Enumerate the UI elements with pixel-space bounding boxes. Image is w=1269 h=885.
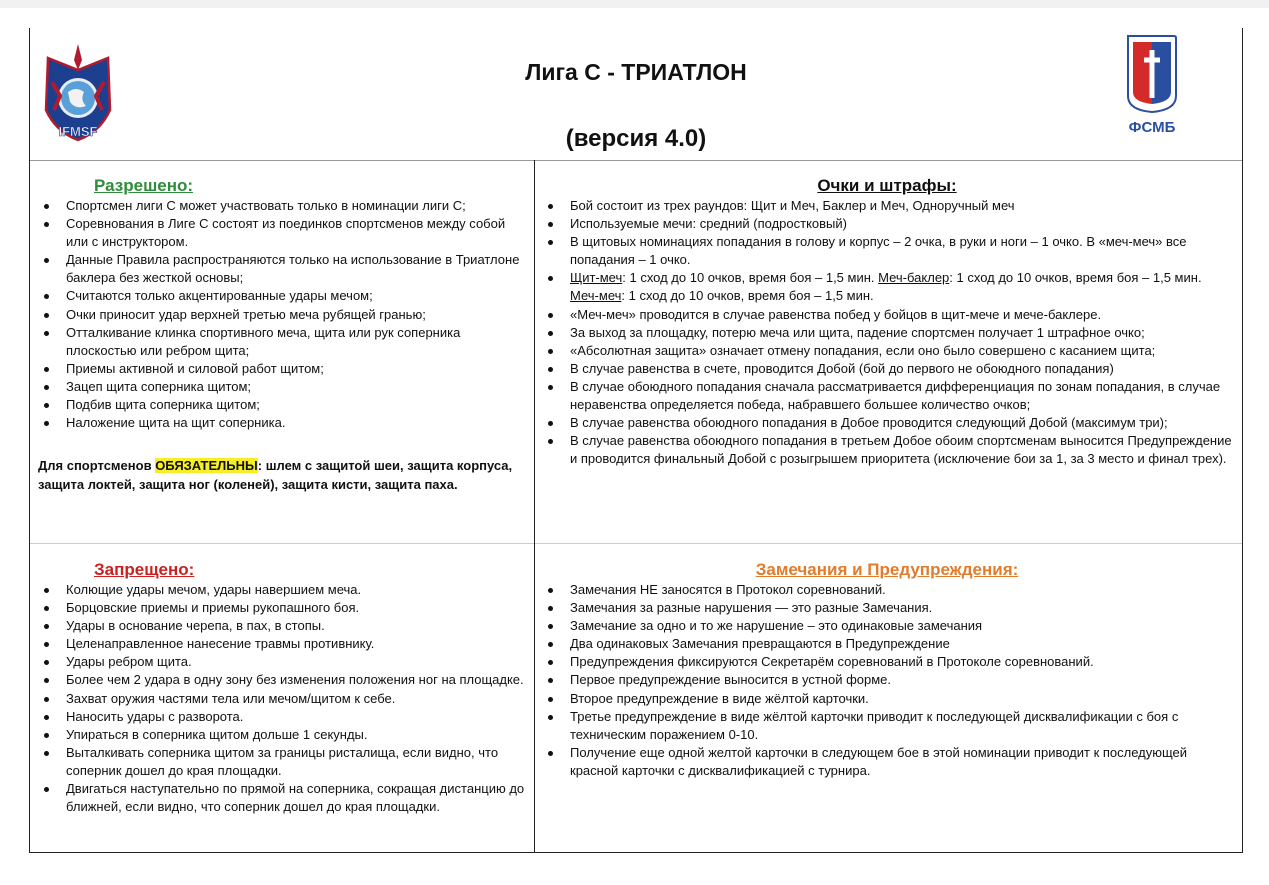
- list-item: Получение еще одной желтой карточки в следующем бое в этой номинации приводит к последующей красной карточки с дисквалификацией с турнира.: [570, 744, 1232, 780]
- list-item: Два одинаковых Замечания превращаются в Предупреждение: [570, 635, 1232, 653]
- list-item: Удары в основание черепа, в пах, в стопы.: [66, 617, 528, 635]
- list-item: В случае равенства обоюдного попадания в Добое проводится следующий Добой (максимум три);: [570, 414, 1232, 432]
- format-buckler-text: : 1 сход до 10 очков, время боя – 1,5 мин.: [949, 270, 1202, 286]
- format-shield-text: : 1 сход до 10 очков, время боя – 1,5 мин.: [622, 270, 879, 286]
- list-item: В случае равенства обоюдного попадания в третьем Добое обоим спортсменам выносится Предупреждение и проводится финальный Добой с розыгрышем приоритета (исключение бои за 1, за 3 место и финал трех).: [570, 432, 1232, 468]
- list-item: Колющие удары мечом, удары навершием меча.: [66, 581, 528, 599]
- mandatory-prefix: Для спортсменов: [38, 458, 156, 474]
- warnings-section: [542, 559, 1232, 780]
- list-item: В случае обоюдного попадания сначала рассматривается дифференциация по зонам попадания, в случае неравенства определяется победа, набравшего большее количество очков;: [570, 378, 1232, 414]
- allowed-heading: Разрешено:: [94, 176, 194, 195]
- format-sword-text: : 1 сход до 10 очков, время боя – 1,5 мин.: [621, 288, 874, 304]
- format-shield-label: Щит-меч: [570, 270, 623, 286]
- allowed-list: [38, 197, 528, 432]
- top-shade: [0, 0, 1269, 8]
- list-item: Замечания НЕ заносятся в Протокол соревнований.: [570, 581, 1232, 599]
- list-item: Борцовские приемы и приемы рукопашного боя.: [66, 599, 528, 617]
- list-item: Бой состоит из трех раундов: Щит и Меч, Баклер и Меч, Одноручный меч: [570, 197, 1232, 215]
- list-item: Более чем 2 удара в одну зону без изменения положения ног на площадке.: [66, 671, 528, 689]
- list-item: В случае равенства в счете, проводится Добой (бой до первого не обоюдного попадания): [570, 360, 1232, 378]
- list-item-format: [570, 269, 1232, 305]
- list-item: Отталкивание клинка спортивного меча, щита или рук соперника плоскостью или ребром щита;: [66, 324, 528, 360]
- page-title: Лига С - ТРИАТЛОН: [525, 59, 747, 85]
- mandatory-suffix: : шлем с защитой шеи, защита корпуса, защита локтей, защита ног (коленей), защита кисти, защита паха.: [38, 458, 513, 492]
- list-item: Спортсмен лиги С может участвовать только в номинации лиги С;: [66, 197, 528, 215]
- list-item: Целенаправленное нанесение травмы противнику.: [66, 635, 528, 653]
- list-item: Второе предупреждение в виде жёлтой карточки.: [570, 690, 1232, 708]
- list-item: Замечания за разные нарушения — это разные Замечания.: [570, 599, 1232, 617]
- list-item: Наложение щита на щит соперника.: [66, 414, 528, 432]
- list-item: Очки приносит удар верхней третью меча рубящей гранью;: [66, 306, 528, 324]
- rules-sheet: [29, 28, 1243, 853]
- list-item: Захват оружия частями тела или мечом/щитом к себе.: [66, 690, 528, 708]
- ifmsf-logo-text: IFMSF: [58, 124, 98, 139]
- list-item: Третье предупреждение в виде жёлтой карточки приводит к последующей дисквалификации с боя с техническим поражением 0-10.: [570, 708, 1232, 744]
- list-item: Зацеп щита соперника щитом;: [66, 378, 528, 396]
- fsmb-logo-text: ФСМБ: [1128, 119, 1176, 136]
- list-item: «Меч-меч» проводится в случае равенства побед у бойцов в щит-мече и мече-баклере.: [570, 306, 1232, 324]
- allowed-section: [38, 175, 528, 494]
- format-sword-label: Меч-меч: [570, 288, 622, 304]
- list-item: Выталкивать соперника щитом за границы ристалища, если видно, что соперник дошел до края площадки.: [66, 744, 528, 780]
- list-item: Упираться в соперника щитом дольше 1 секунды.: [66, 726, 528, 744]
- list-item: Приемы активной и силовой работ щитом;: [66, 360, 528, 378]
- warnings-list: [542, 581, 1232, 780]
- warnings-heading: Замечания и Предупреждения:: [755, 560, 1019, 579]
- forbidden-list: [38, 581, 528, 816]
- list-item: Замечание за одно и то же нарушение – это одинаковые замечания: [570, 617, 1232, 635]
- list-item: Первое предупреждение выносится в устной форме.: [570, 671, 1232, 689]
- list-item: «Абсолютная защита» означает отмену попадания, если оно было совершено с касанием щита;: [570, 342, 1232, 360]
- list-item: Наносить удары с разворота.: [66, 708, 528, 726]
- column-divider: [534, 160, 535, 852]
- list-item: Предупреждения фиксируются Секретарём соревнований в Протоколе соревнований.: [570, 653, 1232, 671]
- middle-divider: [30, 543, 1242, 544]
- mandatory-equipment: [38, 457, 528, 494]
- header-divider: [30, 160, 1242, 161]
- version-label: (версия 4.0): [565, 125, 707, 152]
- points-section: [542, 175, 1232, 468]
- list-item: Соревнования в Лиге С состоят из поединков спортсменов между собой или с инструктором.: [66, 215, 528, 251]
- format-buckler-label: Меч-баклер: [878, 270, 950, 286]
- mandatory-highlight: ОБЯЗАТЕЛЬНЫ: [155, 458, 258, 474]
- list-item: За выход за площадку, потерю меча или щита, падение спортсмен получает 1 штрафное очко;: [570, 324, 1232, 342]
- list-item: Данные Правила распространяются только на использование в Триатлоне баклера без жесткой основы;: [66, 251, 528, 287]
- list-item: Удары ребром щита.: [66, 653, 528, 671]
- forbidden-heading: Запрещено:: [94, 560, 195, 579]
- forbidden-section: [38, 559, 528, 816]
- list-item: Считаются только акцентированные удары мечом;: [66, 287, 528, 305]
- list-item: Подбив щита соперника щитом;: [66, 396, 528, 414]
- points-heading: Очки и штрафы:: [817, 176, 957, 195]
- points-list: [542, 197, 1232, 468]
- fsmb-logo: [1114, 32, 1214, 158]
- list-item: Используемые мечи: средний (подростковый): [570, 215, 1232, 233]
- list-item: В щитовых номинациях попадания в голову и корпус – 2 очка, в руки и ноги – 1 очко. В «меч-меч» все попадания – 1 очко.: [570, 233, 1232, 269]
- list-item: Двигаться наступательно по прямой на соперника, сокращая дистанцию до ближней, если видно, что соперник дошел до края площадки.: [66, 780, 528, 816]
